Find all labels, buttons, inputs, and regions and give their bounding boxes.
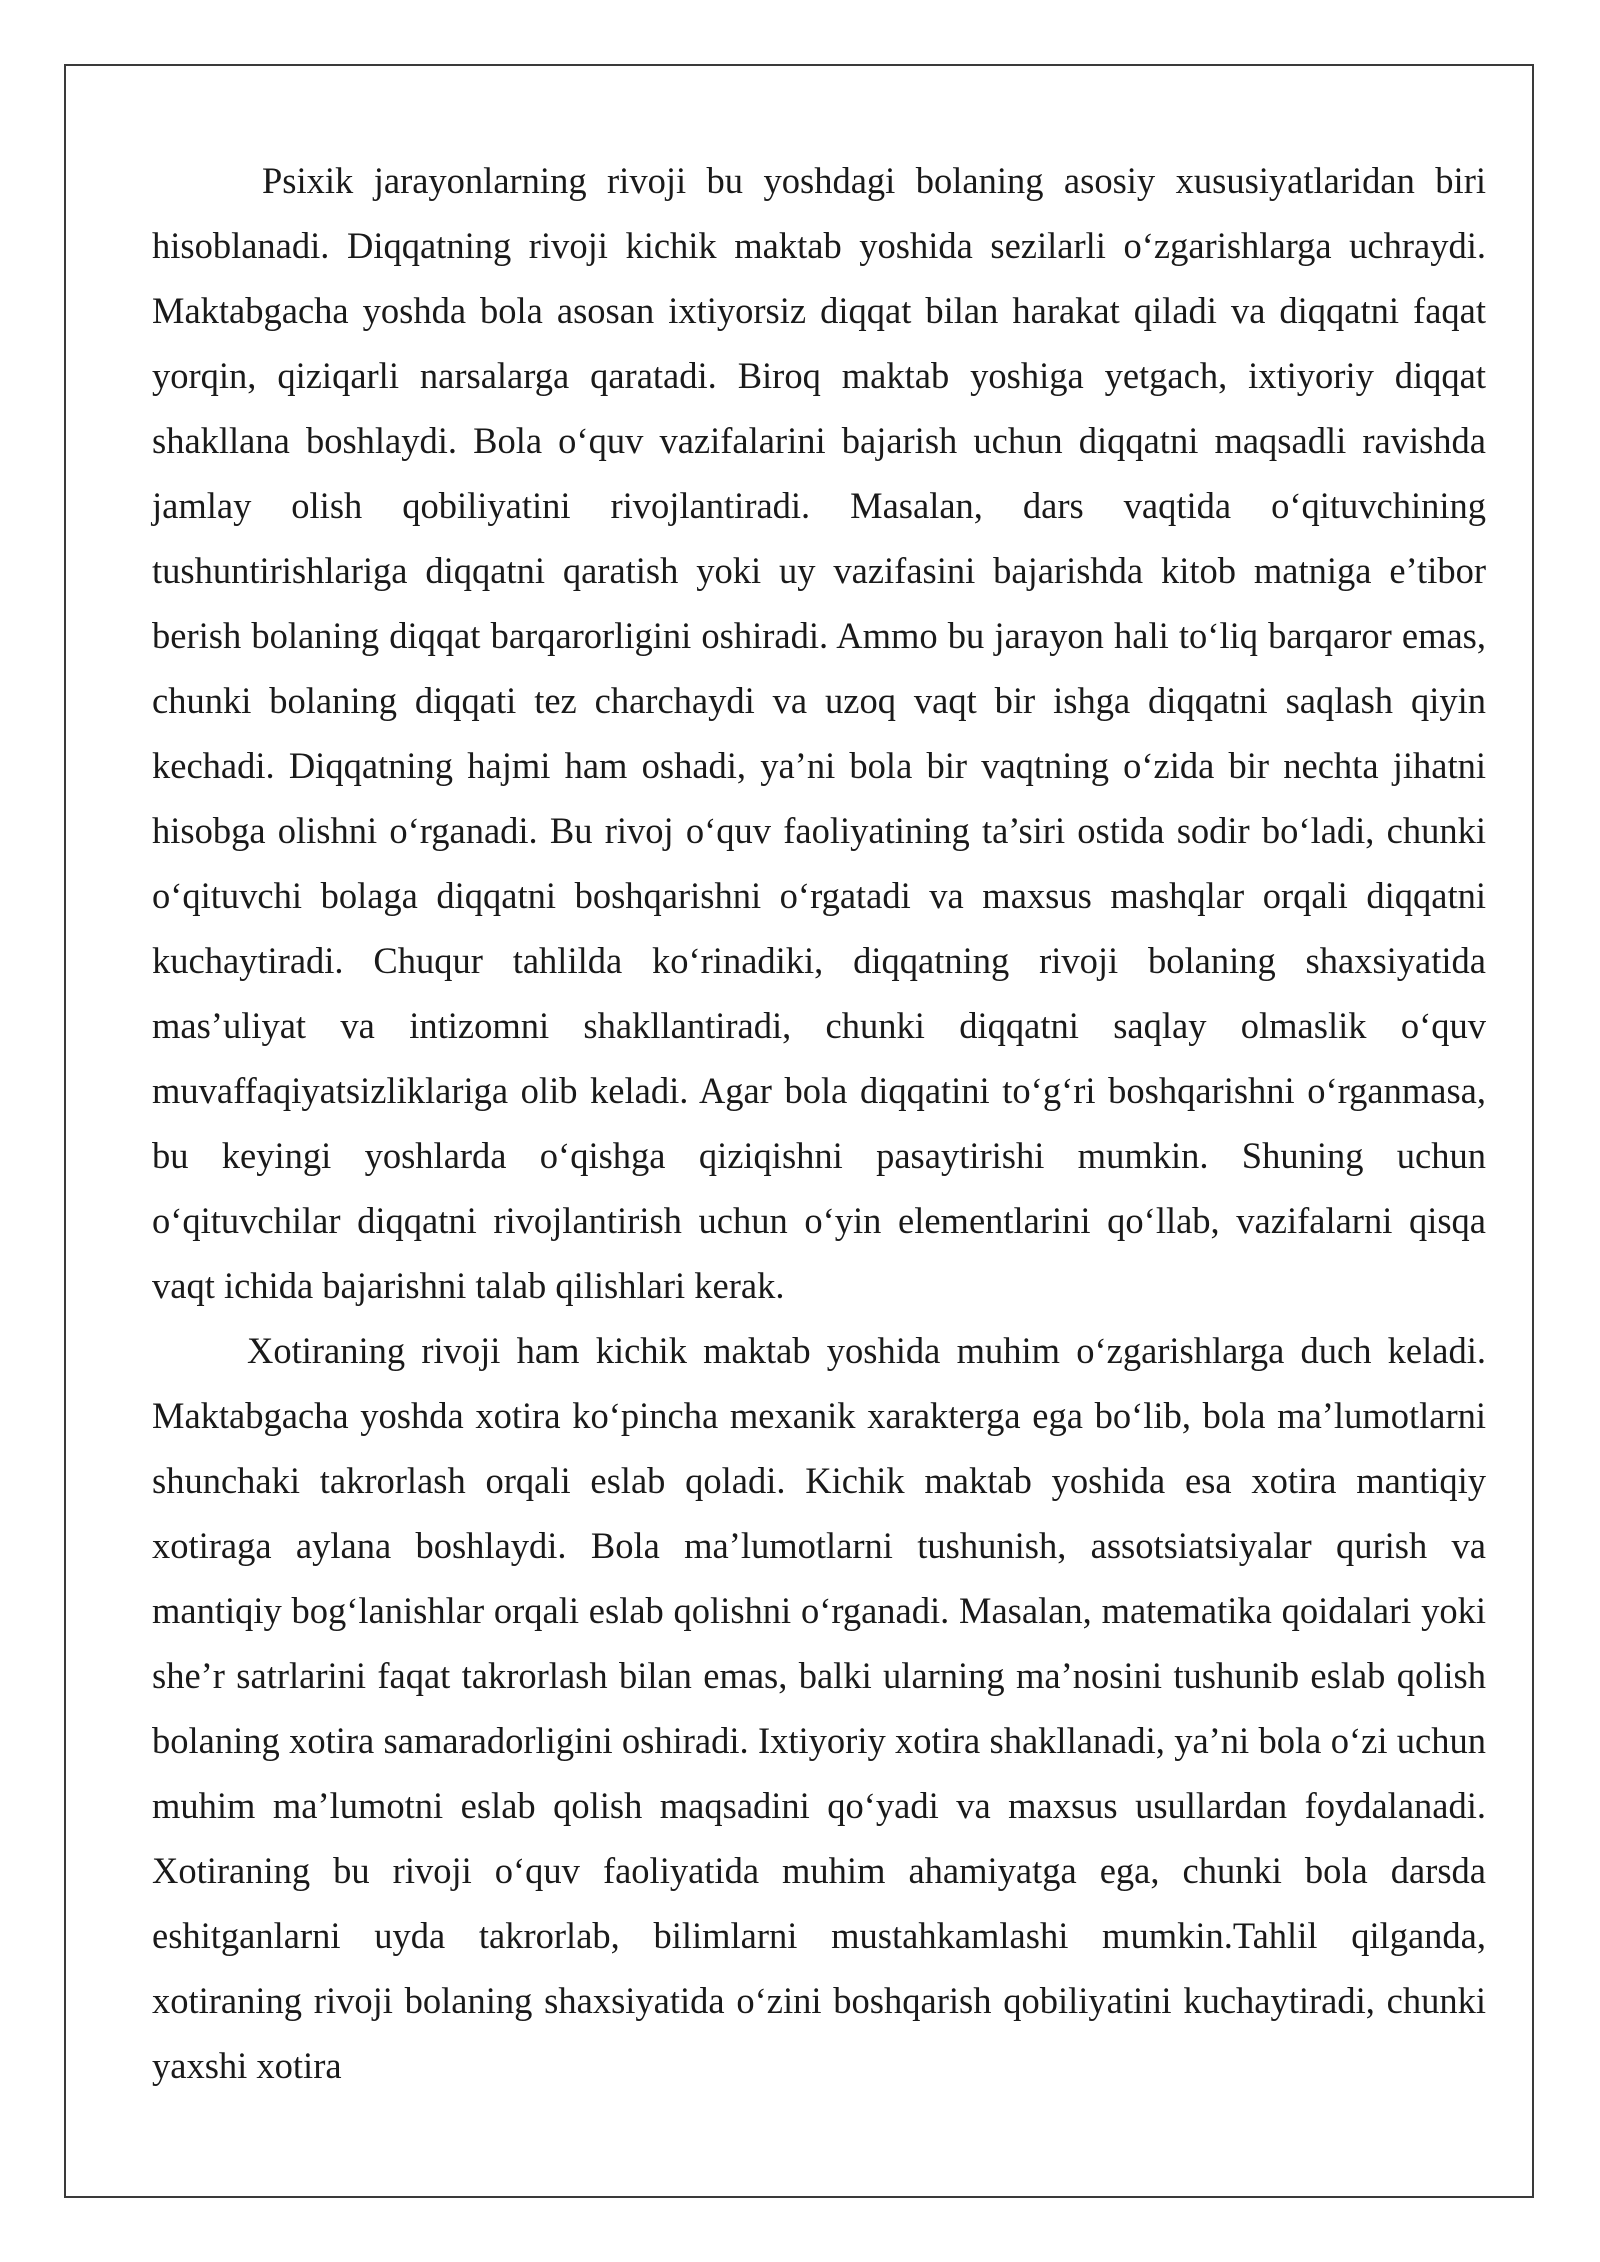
document-body xyxy=(152,148,1486,2098)
paragraph-attention: Psixik jarayonlarning rivoji bu yoshdagi bolaning asosiy xususiyatlaridan biri hisoblanadi. Diqqatning rivoji kichik maktab yoshida sezilarli o‘zgarishlarga uchraydi. Maktabgacha yoshda bola asosan ixtiyorsiz diqqat bilan harakat qiladi va diqqatni faqat yorqin, qiziqarli narsalarga qaratadi. Biroq maktab yoshiga yetgach, ixtiyoriy diqqat shakllana boshlaydi. Bola o‘quv vazifalarini bajarish uchun diqqatni maqsadli ravishda jamlay olish qobiliyatini rivojlantiradi. Masalan, dars vaqtida o‘qituvchining tushuntirishlariga diqqatni qaratish yoki uy vazifasini bajarishda kitob matniga e’tibor berish bolaning diqqat barqarorligini oshiradi. Ammo bu jarayon hali to‘liq barqaror emas, chunki bolaning diqqati tez charchaydi va uzoq vaqt bir ishga diqqatni saqlash qiyin kechadi. Diqqatning hajmi ham oshadi, ya’ni bola bir vaqtning o‘zida bir nechta jihatni hisobga olishni o‘rganadi. Bu rivoj o‘quv faoliyatining ta’siri ostida sodir bo‘ladi, chunki o‘qituvchi bolaga diqqatni boshqarishni o‘rgatadi va maxsus mashqlar orqali diqqatni kuchaytiradi. Chuqur tahlilda ko‘rinadiki, diqqatning rivoji bolaning shaxsiyatida mas’uliyat va intizomni shakllantiradi, chunki diqqatni saqlay olmaslik o‘quv muvaffaqiyatsizliklariga olib keladi. Agar bola diqqatini to‘g‘ri boshqarishni o‘rganmasa, bu keyingi yoshlarda o‘qishga qiziqishni pasaytirishi mumkin. Shuning uchun o‘qituvchilar diqqatni rivojlantirish uchun o‘yin elementlarini qo‘llab, vazifalarni qisqa vaqt ichida bajarishni talab qilishlari kerak. xyxy=(152,160,1486,1306)
paragraph-memory: Xotiraning rivoji ham kichik maktab yoshida muhim o‘zgarishlarga duch keladi. Maktabgacha yoshda xotira ko‘pincha mexanik xarakterga ega bo‘lib, bola ma’lumotlarni shunchaki takrorlash orqali eslab qoladi. Kichik maktab yoshida esa xotira mantiqiy xotiraga aylana boshlaydi. Bola ma’lumotlarni tushunish, assotsiatsiyalar qurish va mantiqiy bog‘lanishlar orqali eslab qolishni o‘rganadi. Masalan, matematika qoidalari yoki she’r satrlarini faqat takrorlash bilan emas, balki ularning ma’nosini tushunib eslab qolish bolaning xotira samaradorligini oshiradi. Ixtiyoriy xotira shakllanadi, ya’ni bola o‘zi uchun muhim ma’lumotni eslab qolish maqsadini qo‘yadi va maxsus usullardan foydalanadi. Xotiraning bu rivoji o‘quv faoliyatida muhim ahamiyatga ega, chunki bola darsda eshitganlarni uyda takrorlab, bilimlarni mustahkamlashi mumkin.Tahlil qilganda, xotiraning rivoji bolaning shaxsiyatida o‘zini boshqarish qobiliyatini kuchaytiradi, chunki yaxshi xotira xyxy=(152,1330,1486,2086)
